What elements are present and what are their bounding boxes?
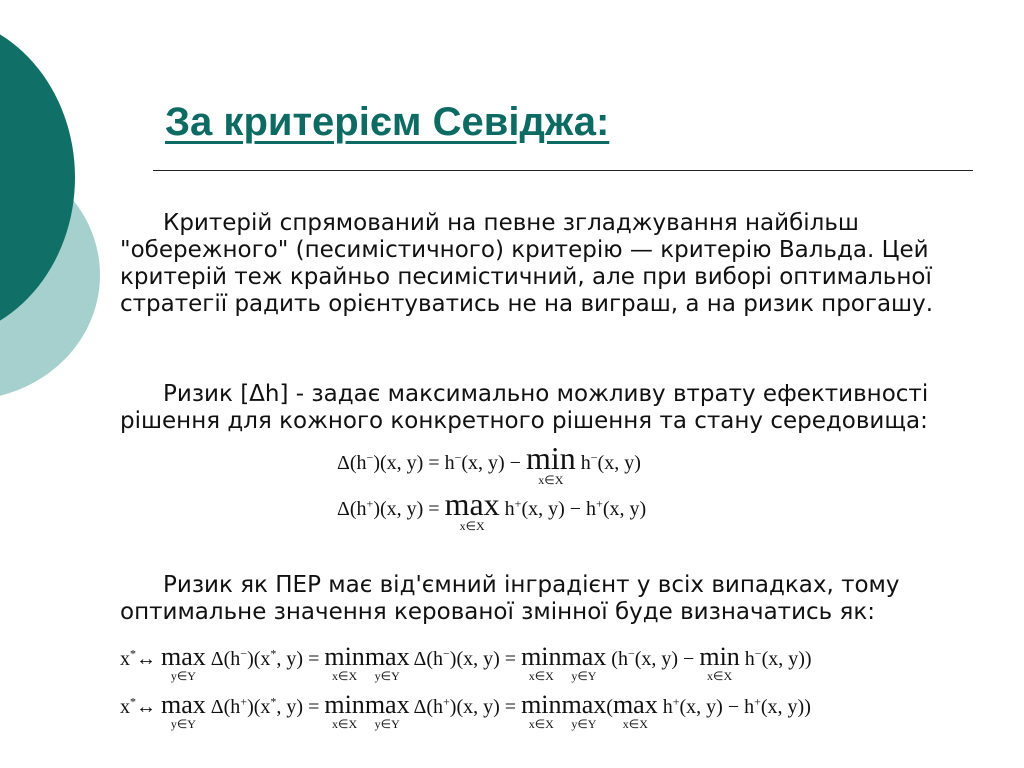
max-operator: max y∈Y (561, 690, 607, 731)
min-operator: min x∈X (521, 690, 562, 731)
min-operator: min x∈X (324, 642, 365, 683)
max-operator: max y∈Y (364, 690, 410, 731)
slide-title: За критерієм Севіджа: (165, 100, 610, 144)
formula-optimal-minus: x*↔ max y∈Y Δ(h−)(x*, y) = min x∈X max y∈Y Δ(h−)(x, y) = min x∈X max y∈Y (h−(x, y) − min x∈X h−(x, y)) (120, 642, 812, 683)
max-operator: max x∈X (612, 690, 658, 731)
paragraph-risk-definition: Ризик [Δh] - задає максимально можливу втрату ефективності рішення для кожного конкретного рішення та стану середовища: (120, 381, 929, 434)
formula-risk-minus: Δ(h−)(x, y) = h−(x, y) − min x∈X h−(x, y) (337, 440, 641, 487)
paragraph-optimal-value: Ризик як ПЕР має від'ємний інградієнт у всіх випадках, тому оптимальне значення керованої змінної буде визначатись як: (120, 572, 900, 625)
formula-risk-plus: Δ(h+)(x, y) = max x∈X h+(x, y) − h+(x, y) (337, 486, 647, 533)
min-operator: min x∈X (699, 642, 740, 683)
min-operator: min x∈X (521, 642, 562, 683)
max-operator: max x∈X (444, 486, 500, 533)
title-divider (153, 170, 973, 171)
max-operator: max y∈Y (161, 642, 206, 683)
min-operator: min x∈X (324, 690, 365, 731)
max-operator: max y∈Y (161, 690, 206, 731)
max-operator: max y∈Y (364, 642, 410, 683)
max-operator: max y∈Y (561, 642, 607, 683)
paragraph-criterion-description: Критерій спрямований на певне згладжування найбільш "обережного" (песимістичного) критерію — критерію Вальда. Цей критерій теж крайньо песимістичний, але при виборі оптимальної стратегії радить орієнтуватись не на виграш, а на ризик прогашу. (120, 210, 934, 317)
formula-optimal-plus: x*↔ max y∈Y Δ(h+)(x*, y) = min x∈X max y∈Y Δ(h+)(x, y) = min x∈X max y∈Y (max x∈X h+(x, y) − h+(x, y)) (120, 690, 811, 731)
min-operator: min x∈X (525, 440, 576, 487)
